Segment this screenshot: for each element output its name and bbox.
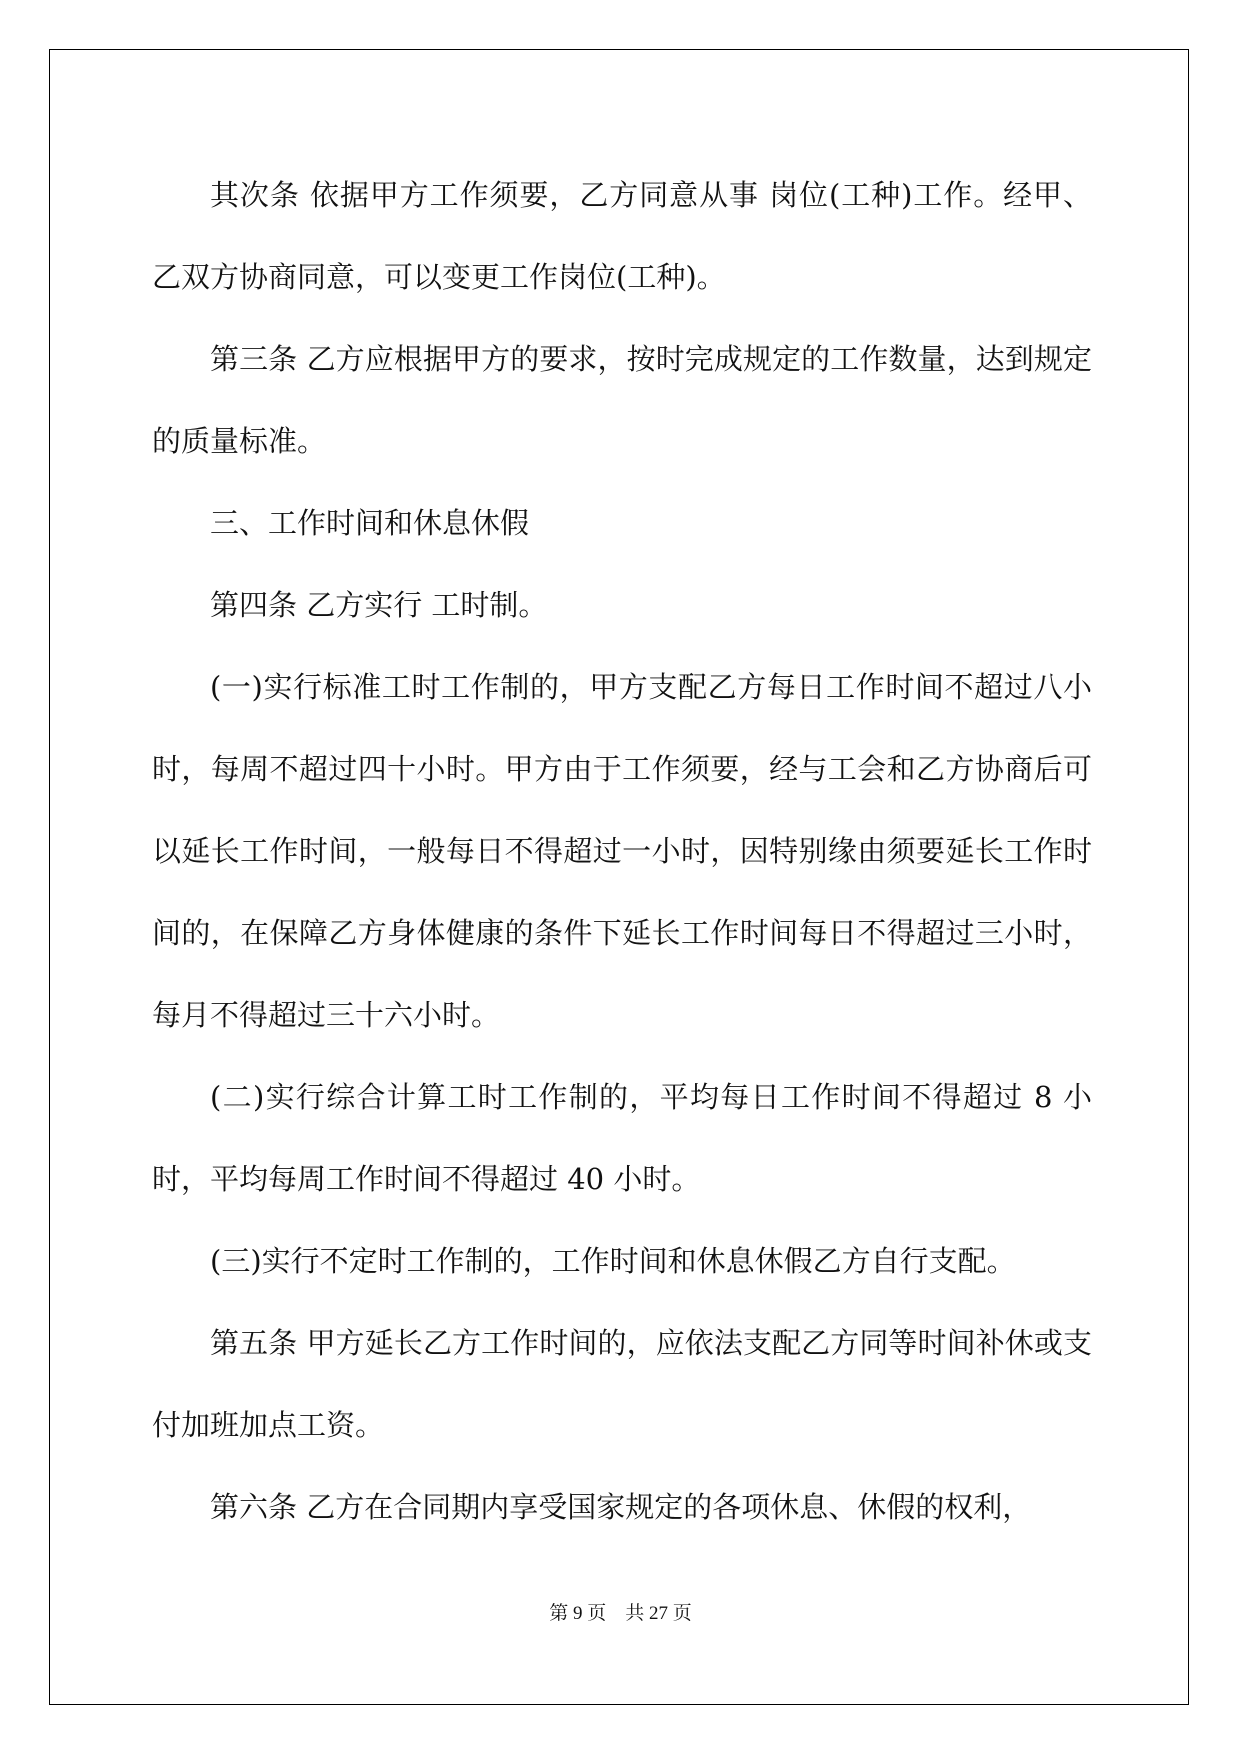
- paragraph-5: (一)实行标准工时工作制的，甲方支配乙方每日工作时间不超过八小时，每周不超过四十小时。甲方由于工作须要，经与工会和乙方协商后可以延长工作时间，一般每日不得超过一小时，因特别缘由须要延长工作时间的，在保障乙方身体健康的条件下延长工作时间每日不得超过三小时，每月不得超过三十六小时。: [152, 670, 1092, 1032]
- paragraph-4: 第四条 乙方实行 工时制。: [210, 588, 548, 622]
- document-body: [152, 154, 1092, 1548]
- page-number-footer: 第 9 页 共 27 页: [549, 1603, 692, 1624]
- section-heading: 三、工作时间和休息休假: [210, 506, 530, 540]
- paragraph-9: 第六条 乙方在合同期内享受国家规定的各项休息、休假的权利，: [210, 1490, 1032, 1524]
- paragraph-6: (二)实行综合计算工时工作制的，平均每日工作时间不得超过 8 小时，平均每周工作时间不得超过 40 小时。: [152, 1080, 1092, 1196]
- paragraph-7: (三)实行不定时工作制的，工作时间和休息休假乙方自行支配。: [210, 1244, 1016, 1278]
- paragraph-8: 第五条 甲方延长乙方工作时间的，应依法支配乙方同等时间补休或支付加班加点工资。: [152, 1326, 1092, 1442]
- paragraph-1: 其次条 依据甲方工作须要，乙方同意从事 岗位(工种)工作。经甲、乙双方协商同意，可以变更工作岗位(工种)。: [152, 178, 1092, 294]
- paragraph-2: 第三条 乙方应根据甲方的要求，按时完成规定的工作数量，达到规定的质量标准。: [152, 342, 1092, 458]
